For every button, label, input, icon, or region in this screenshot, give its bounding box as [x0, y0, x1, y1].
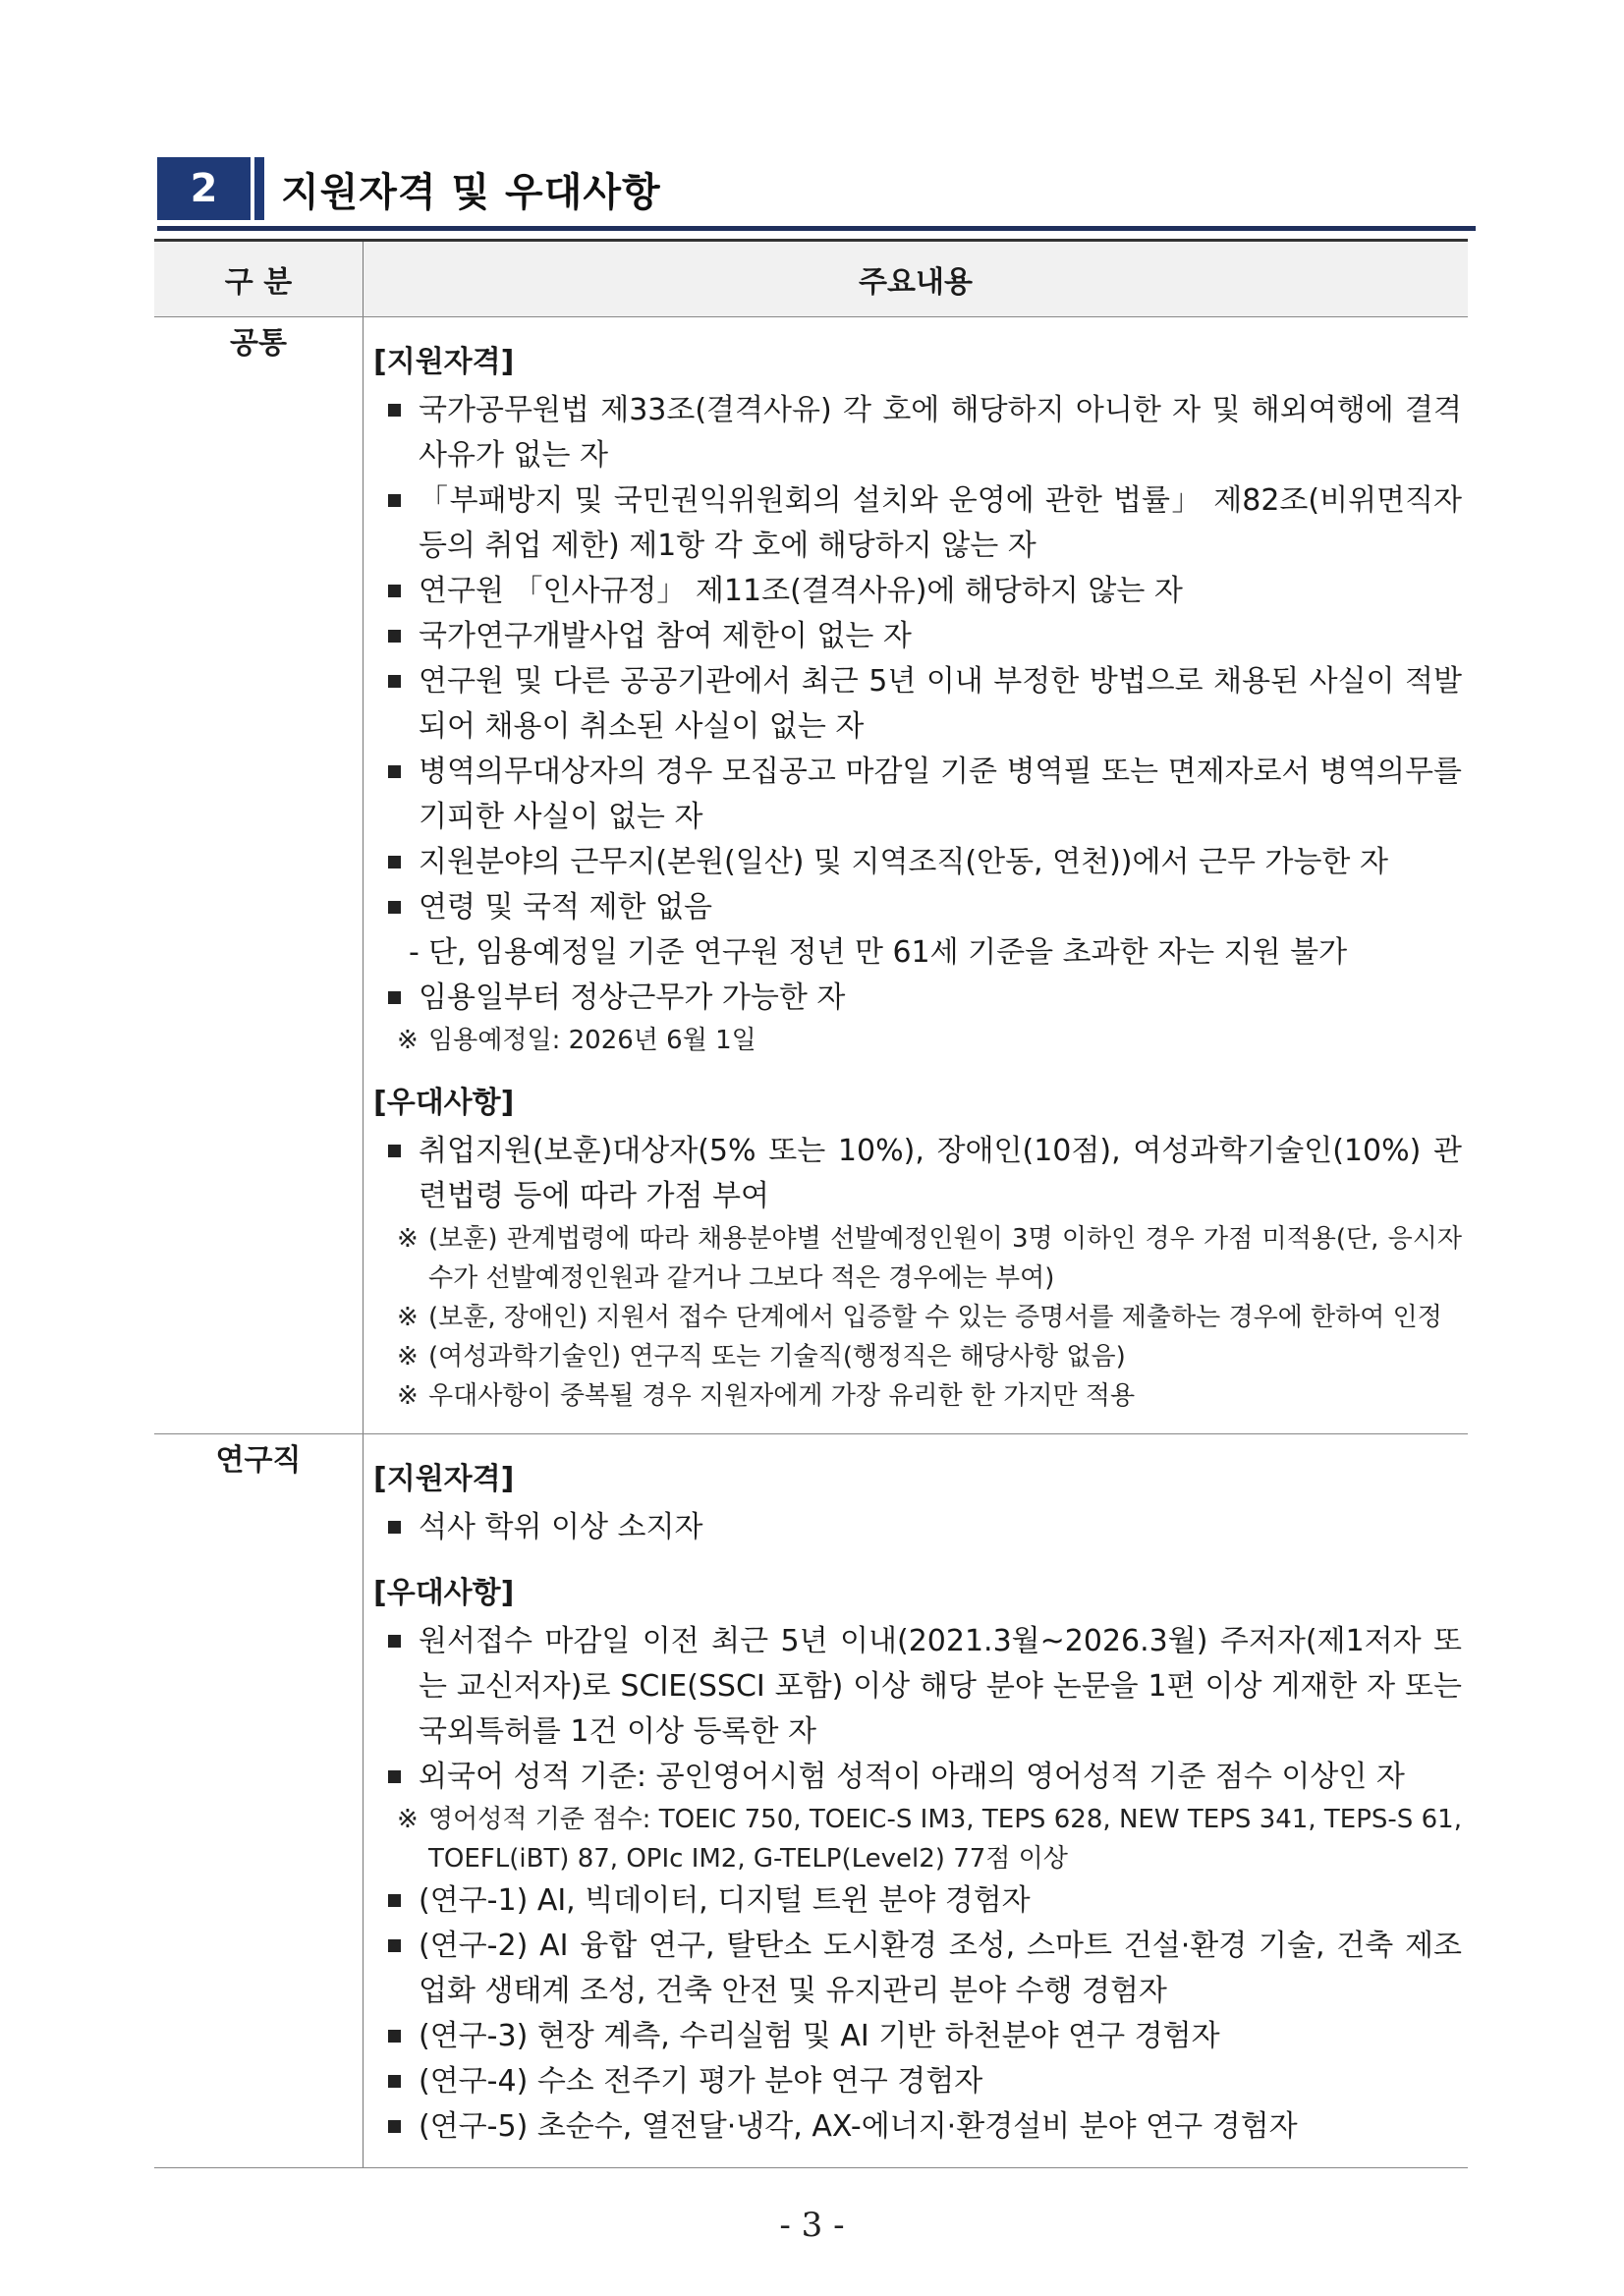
table-row [154, 317, 1468, 1434]
content-group [373, 1084, 1462, 1416]
note-item: ※ 우대사항이 중복될 경우 지원자에게 가장 유리한 한 가지만 적용 [373, 1376, 1462, 1416]
content-group [373, 1574, 1462, 2150]
section-number-badge: 2 [157, 157, 251, 220]
qualification-table [154, 239, 1468, 2168]
note-item: ※ 임용예정일: 2026년 6월 1일 [373, 1021, 1462, 1060]
table-body [154, 317, 1468, 2168]
bullet-item: 외국어 성적 기준: 공인영어시험 성적이 아래의 영어성적 기준 점수 이상인 자 [373, 1755, 1462, 1800]
bullet-item: 병역의무대상자의 경우 모집공고 마감일 기준 병역필 또는 면제자로서 병역의무를 기피한 사실이 없는 자 [373, 750, 1462, 840]
note-item: ※ (보훈) 관계법령에 따라 채용분야별 선발예정인원이 3명 이하인 경우 가점 미적용(단, 응시자 수가 선발예정인원과 같거나 그보다 적은 경우에는 부여) [373, 1219, 1462, 1298]
bullet-item: (연구-1) AI, 빅데이터, 디지털 트윈 분야 경험자 [373, 1878, 1462, 1924]
table-header-row [154, 241, 1468, 317]
bullet-item: 연구원 및 다른 공공기관에서 최근 5년 이내 부정한 방법으로 채용된 사실이 적발되어 채용이 취소된 사실이 없는 자 [373, 659, 1462, 750]
bullet-item: (연구-3) 현장 계측, 수리실험 및 AI 기반 하천분야 연구 경험자 [373, 2014, 1462, 2059]
group-label: [우대사항] [373, 1086, 515, 1120]
bullet-item: (연구-2) AI 융합 연구, 탈탄소 도시환경 조성, 스마트 건설·환경 기술, 건축 제조업화 생태계 조성, 건축 안전 및 유지관리 분야 수행 경험자 [373, 1924, 1462, 2014]
group-label: [지원자격] [373, 1462, 515, 1496]
bullet-item: 국가공무원법 제33조(결격사유) 각 호에 해당하지 아니한 자 및 해외여행에 결격사유가 없는 자 [373, 388, 1462, 478]
header-category: 구 분 [154, 241, 364, 317]
bullet-item: 원서접수 마감일 이전 최근 5년 이내(2021.3월~2026.3월) 주저자(제1저자 또는 교신저자)로 SCIE(SSCI 포함) 이상 해당 분야 논문을 1편 이상 게재한 자 또는 국외특허를 1건 이상 등록한 자 [373, 1619, 1462, 1755]
content-group [373, 1460, 1462, 1550]
bullet-item: 「부패방지 및 국민권익위원회의 설치와 운영에 관한 법률」 제82조(비위면직자 등의 취업 제한) 제1항 각 호에 해당하지 않는 자 [373, 478, 1462, 569]
section-title: 지원자격 및 우대사항 [281, 170, 661, 215]
group-label: [우대사항] [373, 1576, 515, 1610]
bullet-item: 취업지원(보훈)대상자(5% 또는 10%), 장애인(10점), 여성과학기술인(10%) 관련법령 등에 따라 가점 부여 [373, 1129, 1462, 1219]
row-category: 공통 [154, 317, 364, 1434]
bullet-item: 석사 학위 이상 소지자 [373, 1505, 1462, 1550]
group-label: [지원자격] [373, 345, 515, 379]
bullet-item: 국가연구개발사업 참여 제한이 없는 자 [373, 614, 1462, 659]
header-content: 주요내용 [364, 241, 1469, 317]
bullet-item: (연구-5) 초순수, 열전달·냉각, AX-에너지·환경설비 분야 연구 경험자 [373, 2104, 1462, 2150]
section-header [157, 157, 1476, 231]
bullet-item: 임용일부터 정상근무가 가능한 자 [373, 976, 1462, 1021]
table-row [154, 1434, 1468, 2168]
bullet-item: (연구-4) 수소 전주기 평가 분야 연구 경험자 [373, 2059, 1462, 2104]
bullet-item: 연구원 「인사규정」 제11조(결격사유)에 해당하지 않는 자 [373, 569, 1462, 614]
bullet-item: 연령 및 국적 제한 없음 [373, 885, 1462, 930]
dash-item: - 단, 임용예정일 기준 연구원 정년 만 61세 기준을 초과한 자는 지원 불가 [373, 930, 1462, 976]
note-item: ※ 영어성적 기준 점수: TOEIC 750, TOEIC-S IM3, TEPS 628, NEW TEPS 341, TEPS-S 61, TOEFL(iBT) 87, OPIc IM2, G-TELP(Level2) 77점 이상 [373, 1800, 1462, 1878]
row-content [364, 317, 1469, 1434]
bullet-item: 지원분야의 근무지(본원(일산) 및 지역조직(안동, 연천))에서 근무 가능한 자 [373, 840, 1462, 885]
note-item: ※ (보훈, 장애인) 지원서 접수 단계에서 입증할 수 있는 증명서를 제출하는 경우에 한하여 인정 [373, 1298, 1462, 1337]
content-group [373, 343, 1462, 1060]
row-category: 연구직 [154, 1434, 364, 2168]
row-content [364, 1434, 1469, 2168]
note-item: ※ (여성과학기술인) 연구직 또는 기술직(행정직은 해당사항 없음) [373, 1337, 1462, 1376]
page-number: - 3 - [779, 2206, 845, 2245]
